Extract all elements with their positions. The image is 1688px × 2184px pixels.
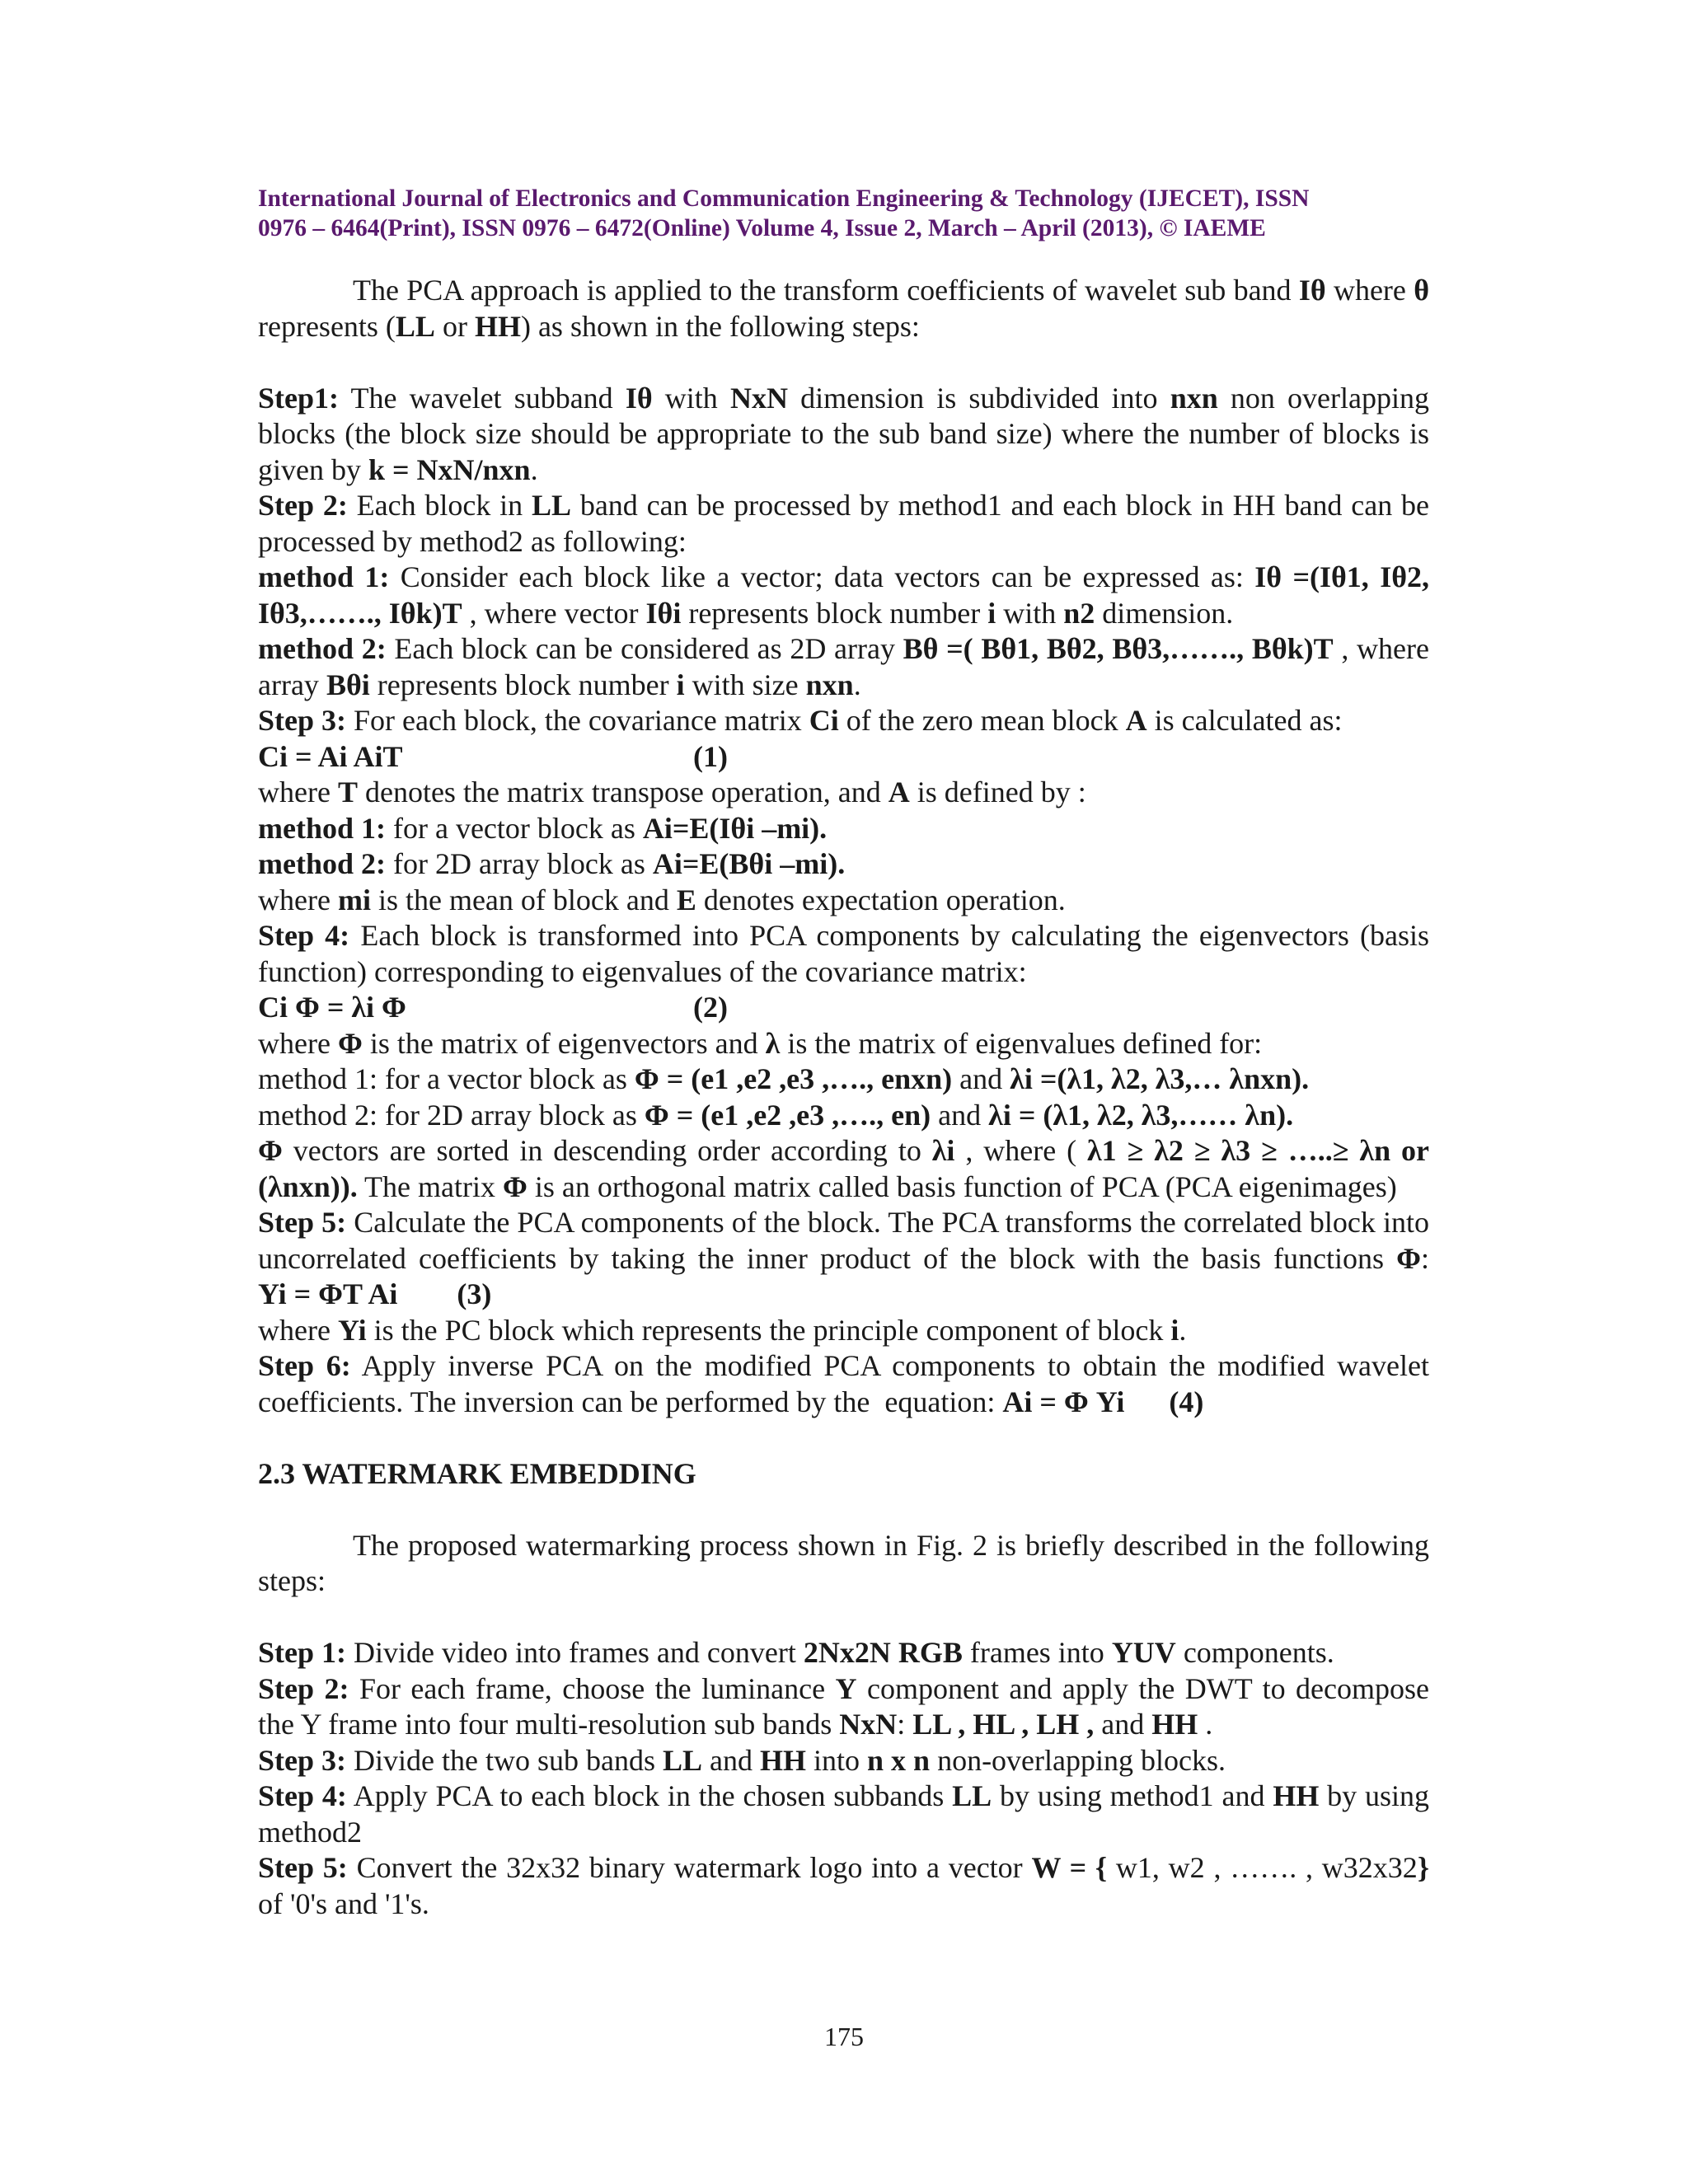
text-run: non-overlapping blocks. [930, 1743, 1226, 1777]
pca-step-4 [258, 918, 1429, 990]
text-run: band can be processed by method1 and each block in HH band can be processed by method2 as following: [258, 489, 1429, 558]
text-run: and [931, 1098, 989, 1132]
text-run: represents ( [258, 309, 396, 343]
bold-run: n x n [867, 1743, 931, 1777]
bold-run: Iθ [625, 381, 653, 415]
text-run: The wavelet subband [339, 381, 626, 415]
paragraph-gap [258, 1492, 1429, 1528]
bold-run: HH [1151, 1708, 1198, 1741]
text-run: is the matrix of eigenvectors and [362, 1026, 766, 1060]
text-run: , where ( [954, 1134, 1087, 1167]
bold-run: λi [931, 1134, 955, 1167]
text-run: where [1325, 274, 1414, 307]
step-label: Step 2: [258, 1671, 349, 1705]
embedding-step-4 [258, 1779, 1429, 1850]
text-run: Each block in [347, 489, 532, 522]
text-run: . [530, 452, 538, 486]
journal-header [258, 184, 1428, 243]
bold-run: 2Nx2N RGB [803, 1636, 963, 1669]
bold-run: Φ = (e1 ,e2 ,e3 ,…., en) [644, 1098, 931, 1132]
pca-step-4-definitions [258, 1026, 1429, 1062]
text-run [1124, 1385, 1169, 1418]
equation-4-number: (4) [1169, 1385, 1204, 1418]
text-run: . [853, 668, 861, 701]
text-run: method 1: for a vector block as [258, 1062, 635, 1095]
text-run: Apply inverse PCA on the modified PCA components to obtain the modified wavelet coefficients. The inversion can be performed by the equation: [258, 1349, 1437, 1418]
bold-run: i [1170, 1313, 1179, 1347]
step-label: Step 3: [258, 1743, 346, 1777]
text-run: where [258, 1313, 338, 1347]
bold-run: LL , HL , LH , [912, 1708, 1095, 1741]
text-run: Consider each block like a vector; data vectors can be expressed as: [389, 560, 1255, 593]
text-run: vectors are sorted in descending order according to [282, 1134, 932, 1167]
text-run: represents block number [369, 668, 677, 701]
bold-run: HH [1273, 1779, 1320, 1812]
embedding-step-5 [258, 1850, 1429, 1922]
pca-step-3-method-2 [258, 846, 1429, 883]
pca-step-2-method-2 [258, 631, 1429, 703]
text-run: frames into [962, 1636, 1112, 1669]
equation-expression: Ci = Ai AiT [258, 739, 403, 773]
pca-step-3 [258, 703, 1429, 739]
text-run: . [1198, 1708, 1213, 1741]
text-run: where [258, 1026, 338, 1060]
method-label: method 2: [258, 847, 386, 880]
bold-run: i [987, 596, 996, 630]
text-run: : [1420, 1241, 1474, 1275]
text-run: into [806, 1743, 868, 1777]
pca-step-3-transpose [258, 775, 1429, 811]
equation-2 [258, 990, 1429, 1026]
pca-step-4-sorting [258, 1133, 1429, 1205]
text-run: for 2D array block as [386, 847, 653, 880]
pca-step-3-mean [258, 883, 1429, 919]
bold-run: LL [952, 1779, 992, 1812]
bold-run: Bθ =( Bθ1, Bθ2, Bθ3,……., Bθk)T [903, 632, 1334, 665]
bold-run: λ1 ≥ λ2 ≥ λ3 ≥ …..≥ λn or (λnxn)). [258, 1134, 1429, 1203]
step-label: Step 2: [258, 489, 348, 522]
bold-run: λ [765, 1026, 781, 1060]
text-run: of the zero mean block [838, 704, 1126, 737]
text-run: Calculate the PCA components of the block. The PCA transforms the correlated block into uncorrelated coefficients by taking the inner product of the block with the basis functions [258, 1206, 1437, 1275]
bold-run: E [676, 883, 696, 916]
bold-run: Φ [503, 1169, 528, 1203]
text-run: method 2: for 2D array block as [258, 1098, 645, 1132]
text-run: component and apply the DWT to decompose the Y frame into four multi-resolution sub bands [258, 1671, 1429, 1741]
bold-run: n2 [1063, 596, 1095, 630]
equation-1 [258, 739, 1429, 776]
step-label: Step 5: [258, 1851, 348, 1884]
text-run: for a vector block as [386, 811, 643, 845]
bold-run: Y [835, 1671, 857, 1705]
text-run: denotes expectation operation. [696, 883, 1066, 916]
text-run: and [952, 1062, 1010, 1095]
text-run: is the mean of block and [370, 883, 677, 916]
text-run: with [996, 596, 1064, 630]
bold-run: LL [662, 1743, 702, 1777]
step-label: Step 3: [258, 704, 346, 737]
bold-run: Iθ =(Iθ1, Iθ2, Iθ3,……., Iθk)T [258, 560, 1429, 630]
method-label: method 1: [258, 560, 390, 593]
text-run: components. [1175, 1636, 1334, 1669]
text-run: with [652, 381, 730, 415]
text-run: Each block is transformed into PCA components by calculating the eigenvectors (basis function) corresponding to eigenvalues of the covariance matrix: [258, 919, 1430, 988]
bold-run: Φ [1396, 1241, 1421, 1275]
bold-run: Iθ [1298, 274, 1326, 307]
text-run: Apply PCA to each block in the chosen subbands [346, 1779, 953, 1812]
bold-run: T [337, 776, 358, 808]
journal-header-line-1: International Journal of Electronics and Communication Engineering & Technology (IJECET), ISSN [258, 185, 1310, 212]
pca-step-5-definition [258, 1313, 1429, 1349]
method-label: method 1: [258, 811, 386, 845]
bold-run: LL [531, 489, 572, 522]
step-label: Step 6: [258, 1349, 351, 1382]
bold-run: HH [759, 1743, 806, 1777]
bold-run: mi [337, 883, 371, 916]
bold-run: A [888, 776, 910, 808]
text-run: where [258, 883, 338, 916]
bold-run: LL [395, 309, 435, 343]
bold-run: W = { [1031, 1851, 1108, 1884]
pca-step-4-method-1 [258, 1062, 1429, 1098]
bold-run: i [676, 668, 685, 701]
pca-step-3-method-1 [258, 811, 1429, 847]
step-label: Step 4: [258, 919, 350, 952]
equation-3-expression: Yi = ΦT Ai [258, 1277, 398, 1310]
text-run: by using method2 [258, 1779, 1430, 1849]
bold-run: Φ [337, 1026, 363, 1060]
text-run: , where array [258, 632, 1430, 701]
text-run: For each frame, choose the luminance [349, 1671, 836, 1705]
text-run: is the matrix of eigenvalues defined for: [780, 1026, 1263, 1060]
bold-run: nxn [805, 668, 854, 701]
bold-run: θ [1414, 274, 1429, 307]
pca-step-6 [258, 1348, 1437, 1420]
text-run: w1, w2 , ……. , w32x32 [1107, 1851, 1418, 1884]
paragraph-gap [258, 344, 1429, 381]
text-run: : [897, 1708, 913, 1741]
text-run: and [702, 1743, 760, 1777]
text-run: where [258, 776, 338, 808]
equation-number: (1) [693, 739, 728, 773]
bold-run: nxn [1170, 381, 1218, 415]
bold-run: } [1417, 1851, 1429, 1884]
embedding-step-3 [258, 1743, 1429, 1779]
text-run: by using method1 and [992, 1779, 1273, 1812]
pca-step-4-method-2 [258, 1098, 1429, 1134]
pca-step-2 [258, 488, 1429, 560]
bold-run: Yi [337, 1313, 367, 1347]
bold-run: Bθi [326, 668, 370, 701]
bold-run: k = NxN/nxn [368, 452, 531, 486]
bold-run: YUV [1111, 1636, 1176, 1669]
text-run: is an orthogonal matrix called basis function of PCA (PCA eigenimages) [527, 1169, 1397, 1203]
main-text [258, 273, 1474, 1922]
text-run: The PCA approach is applied to the transform coefficients of wavelet sub band [353, 274, 1299, 307]
bold-run: Ci [809, 704, 839, 737]
equation-3-number: (3) [457, 1277, 492, 1310]
text-run: ) as shown in the following steps: [520, 309, 920, 343]
equation-expression: Ci Φ = λi Φ [258, 991, 406, 1024]
text-run: Divide the two sub bands [346, 1743, 663, 1777]
text-run: is the PC block which represents the principle component of block [366, 1313, 1171, 1347]
text-run: of '0's and '1's. [258, 1886, 429, 1920]
pca-step-2-method-1 [258, 560, 1429, 631]
text-run: dimension is subdivided into [787, 381, 1170, 415]
text-run: For each block, the covariance matrix [346, 704, 809, 737]
page-number: 175 [824, 2022, 864, 2051]
text-run: and [1094, 1708, 1152, 1741]
text-run: Each block can be considered as 2D array [386, 632, 903, 665]
embedding-step-2 [258, 1671, 1429, 1743]
step-label: Step 5: [258, 1206, 347, 1239]
bold-run: Ai=E(Iθi –mi). [642, 811, 828, 845]
embedding-step-1 [258, 1635, 1429, 1671]
bold-run: Φ = (e1 ,e2 ,e3 ,…., enxn) [634, 1062, 953, 1095]
step-label: Step 1: [258, 1636, 346, 1669]
bold-run: NxN [839, 1708, 898, 1741]
text-run: or [434, 309, 475, 343]
text-run: represents block number [681, 596, 988, 630]
step-label: Step1: [258, 381, 339, 415]
text-run: The matrix [357, 1169, 503, 1203]
bold-run: λi =(λ1, λ2, λ3,… λnxn). [1010, 1062, 1310, 1095]
bold-run: HH [474, 309, 521, 343]
text-run: is calculated as: [1146, 704, 1343, 737]
bold-run: NxN [729, 381, 788, 415]
bold-run: λi = (λ1, λ2, λ3,…… λn). [988, 1098, 1294, 1132]
text-run: . [1179, 1313, 1187, 1347]
equation-number: (2) [693, 991, 728, 1024]
pca-step-5 [258, 1205, 1474, 1313]
step-label: Step 4: [258, 1779, 347, 1812]
bold-run: A [1125, 704, 1147, 737]
pca-step-1 [258, 381, 1429, 489]
text-run: is defined by : [909, 776, 1086, 808]
text-run: with size [684, 668, 806, 701]
text-run: denotes the matrix transpose operation, and [357, 776, 889, 808]
bold-run: Iθi [645, 596, 682, 630]
text-run: non overlapping blocks (the block size should be appropriate to the sub band size) where the number of blocks is given by [258, 381, 1429, 486]
bold-run: Ai=E(Bθi –mi). [652, 847, 846, 880]
pca-intro-paragraph [258, 273, 1429, 344]
text-run: Divide video into frames and convert [346, 1636, 804, 1669]
journal-header-line-2: 0976 – 6464(Print), ISSN 0976 – 6472(Online) Volume 4, Issue 2, March – April (2013), © IAEME [258, 215, 1266, 241]
paragraph-gap [258, 1600, 1429, 1636]
paragraph-gap [258, 1420, 1429, 1456]
section-heading: 2.3 WATERMARK EMBEDDING [258, 1456, 696, 1490]
text-run: Convert the 32x32 binary watermark logo into a vector [347, 1851, 1032, 1884]
method-label: method 2: [258, 632, 387, 665]
embedding-intro-paragraph: The proposed watermarking process shown in Fig. 2 is briefly described in the following steps: [258, 1528, 1429, 1597]
equation-4-expression: Ai = Φ Yi [1002, 1385, 1125, 1418]
bold-run: Φ [258, 1134, 283, 1167]
text-run [397, 1277, 457, 1310]
text-run: dimension. [1095, 596, 1234, 630]
text-run: , where vector [462, 596, 646, 630]
